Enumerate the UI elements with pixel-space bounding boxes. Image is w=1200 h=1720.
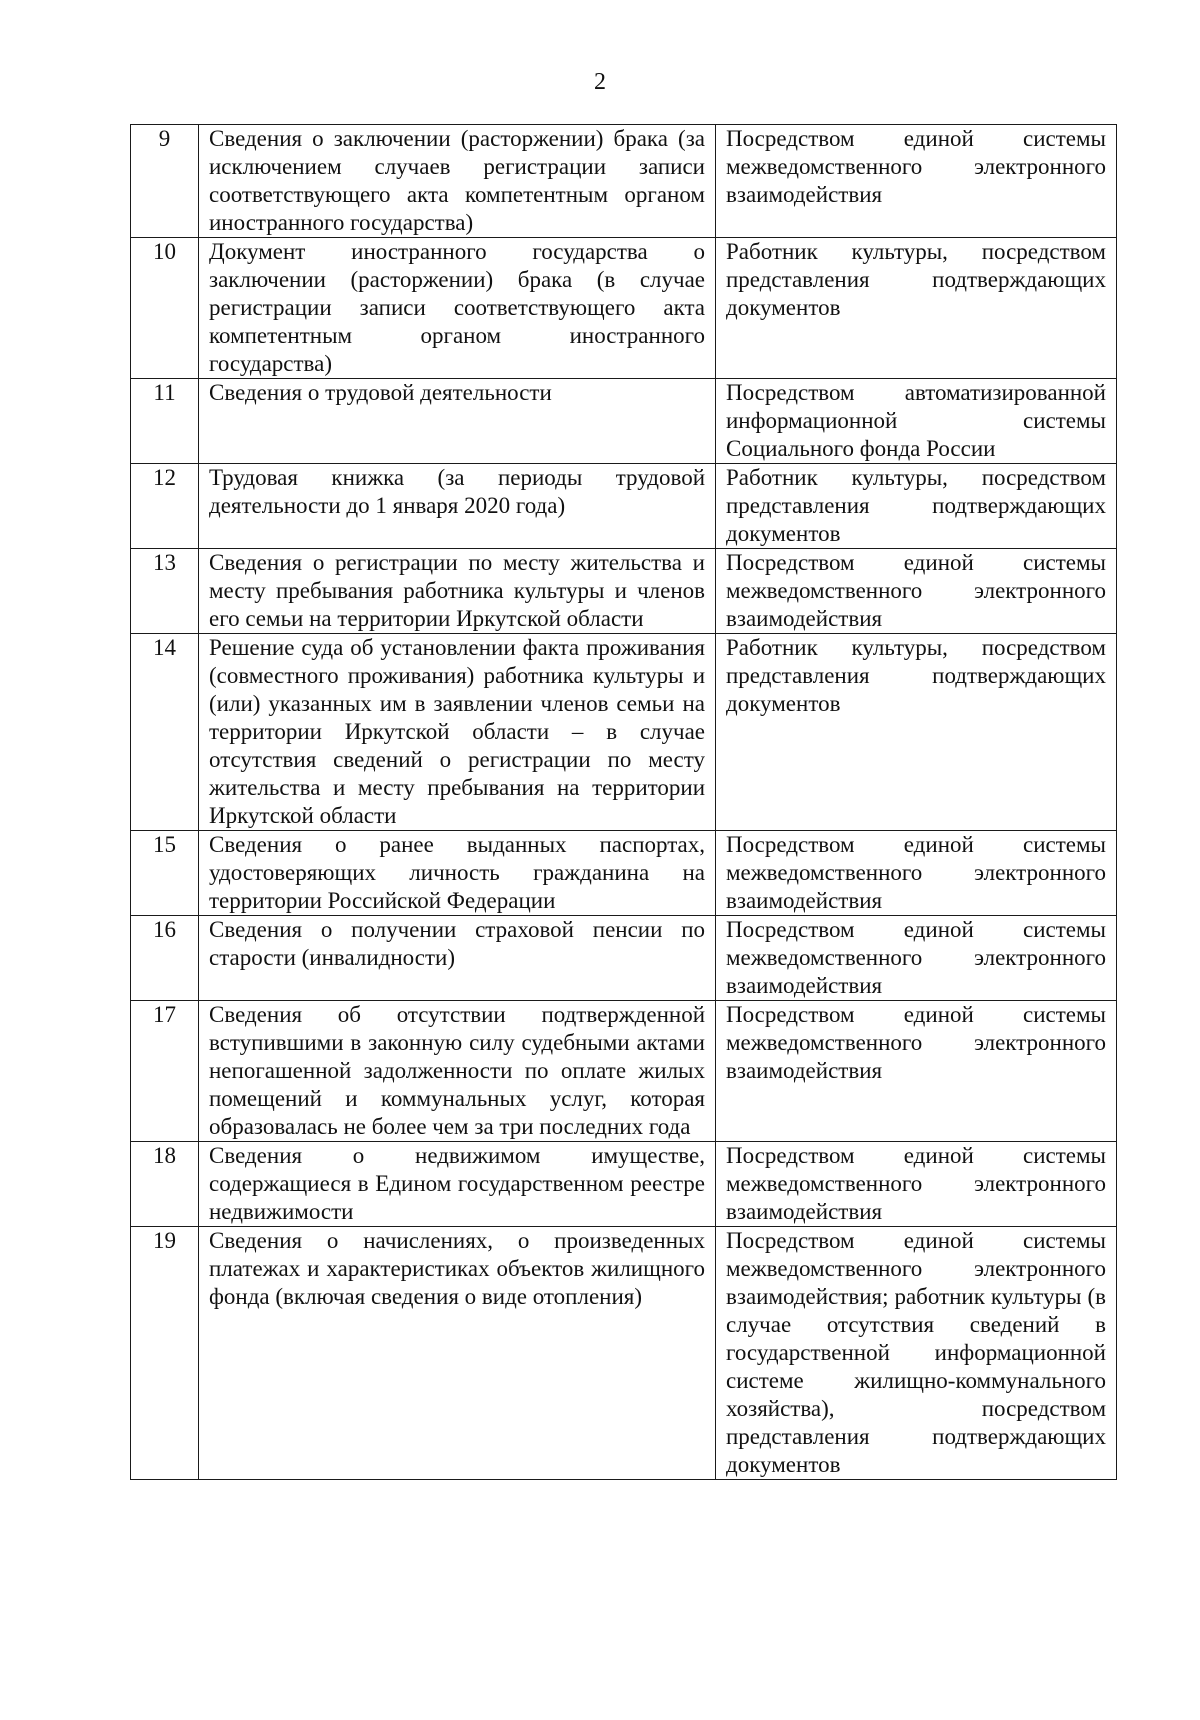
page-number: 2	[594, 69, 606, 95]
document-cell: Сведения о заключении (расторжении) брака (за исключением случаев регистрации записи соответствующего акта компетентным органом иностранного государства)	[199, 125, 716, 238]
table-row	[131, 1227, 1117, 1480]
table-row	[131, 1001, 1117, 1142]
method-cell: Работник культуры, посредством представления подтверждающих документов	[716, 634, 1117, 831]
table-row	[131, 831, 1117, 916]
method-cell: Посредством единой системы межведомственного электронного взаимодействия	[716, 125, 1117, 238]
table-row	[131, 379, 1117, 464]
row-number: 12	[131, 464, 199, 549]
row-number: 10	[131, 238, 199, 379]
row-number: 13	[131, 549, 199, 634]
document-cell: Сведения о недвижимом имуществе, содержащиеся в Едином государственном реестре недвижимости	[199, 1142, 716, 1227]
document-cell: Трудовая книжка (за периоды трудовой деятельности до 1 января 2020 года)	[199, 464, 716, 549]
method-cell: Посредством единой системы межведомственного электронного взаимодействия; работник культуры (в случае отсутствия сведений в государственной информационной системе жилищно-коммунального хозяйства), посредством представления подтверждающих документов	[716, 1227, 1117, 1480]
table-row	[131, 634, 1117, 831]
row-number: 19	[131, 1227, 199, 1480]
document-cell: Сведения о получении страховой пенсии по старости (инвалидности)	[199, 916, 716, 1001]
row-number: 15	[131, 831, 199, 916]
document-cell: Решение суда об установлении факта проживания (совместного проживания) работника культуры и (или) указанных им в заявлении членов семьи на территории Иркутской области – в случае отсутствия сведений о регистрации по месту жительства и месту пребывания на территории Иркутской области	[199, 634, 716, 831]
method-cell: Работник культуры, посредством представления подтверждающих документов	[716, 238, 1117, 379]
method-cell: Посредством автоматизированной информационной системы Социального фонда России	[716, 379, 1117, 464]
table-row	[131, 464, 1117, 549]
table-row	[131, 125, 1117, 238]
method-cell: Посредством единой системы межведомственного электронного взаимодействия	[716, 1001, 1117, 1142]
method-cell: Посредством единой системы межведомственного электронного взаимодействия	[716, 831, 1117, 916]
row-number: 17	[131, 1001, 199, 1142]
document-cell: Сведения о начислениях, о произведенных платежах и характеристиках объектов жилищного фонда (включая сведения о виде отопления)	[199, 1227, 716, 1480]
method-cell: Посредством единой системы межведомственного электронного взаимодействия	[716, 1142, 1117, 1227]
row-number: 18	[131, 1142, 199, 1227]
method-cell: Посредством единой системы межведомственного электронного взаимодействия	[716, 916, 1117, 1001]
row-number: 11	[131, 379, 199, 464]
row-number: 14	[131, 634, 199, 831]
table-row	[131, 549, 1117, 634]
document-cell: Сведения о ранее выданных паспортах, удостоверяющих личность гражданина на территории Российской Федерации	[199, 831, 716, 916]
table-row	[131, 1142, 1117, 1227]
table-row	[131, 238, 1117, 379]
table-row	[131, 916, 1117, 1001]
document-cell: Документ иностранного государства о заключении (расторжении) брака (в случае регистрации записи соответствующего акта компетентным органом иностранного государства)	[199, 238, 716, 379]
row-number: 16	[131, 916, 199, 1001]
document-cell: Сведения об отсутствии подтвержденной вступившими в законную силу судебными актами непогашенной задолженности по оплате жилых помещений и коммунальных услуг, которая образовалась не более чем за три последних года	[199, 1001, 716, 1142]
documents-table	[130, 124, 1117, 1480]
method-cell: Посредством единой системы межведомственного электронного взаимодействия	[716, 549, 1117, 634]
document-cell: Сведения о трудовой деятельности	[199, 379, 716, 464]
document-cell: Сведения о регистрации по месту жительства и месту пребывания работника культуры и членов его семьи на территории Иркутской области	[199, 549, 716, 634]
method-cell: Работник культуры, посредством представления подтверждающих документов	[716, 464, 1117, 549]
row-number: 9	[131, 125, 199, 238]
